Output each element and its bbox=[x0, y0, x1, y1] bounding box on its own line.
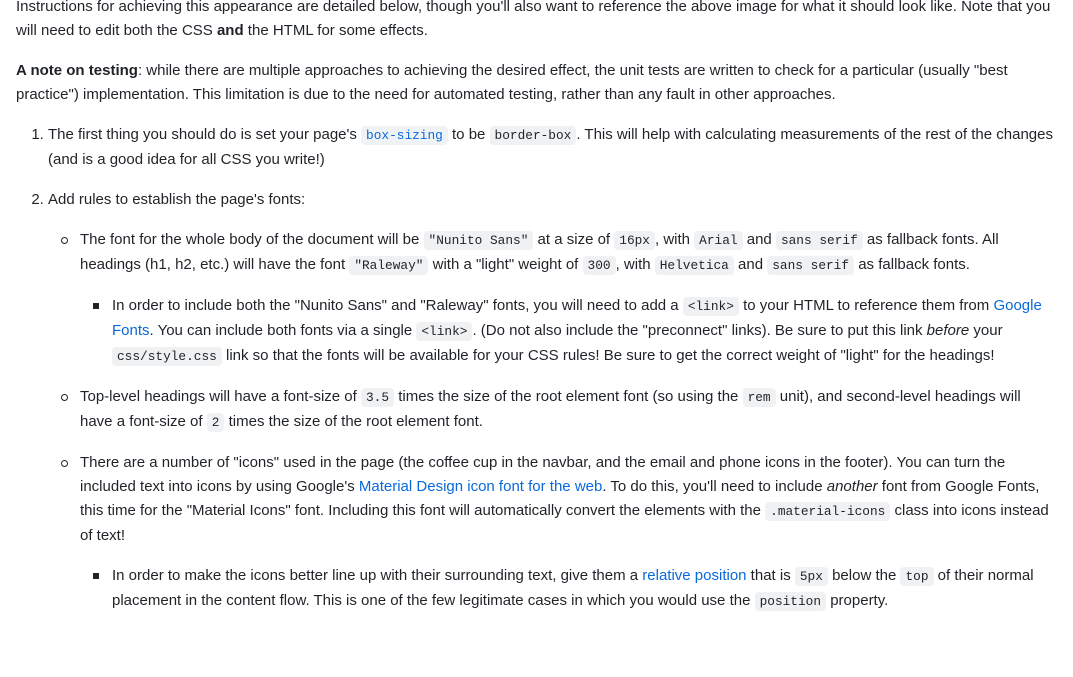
link-sublist bbox=[80, 294, 1056, 369]
code-inline: Helvetica bbox=[655, 256, 734, 275]
code-inline: top bbox=[900, 567, 933, 586]
item-text: your bbox=[969, 322, 1003, 339]
list-item-icon-position bbox=[112, 564, 1056, 614]
item-text: to your HTML to reference them from bbox=[738, 297, 994, 314]
item-text: There are a number of "icons" used in the page (the coffee cup in the navbar, and the email and phone icons in the footer). You can turn the included text into icons by using Google's bbox=[80, 454, 1006, 495]
code-inline: 2 bbox=[207, 413, 225, 432]
item-text: at a size of bbox=[533, 231, 615, 248]
code-inline: position bbox=[755, 592, 826, 611]
item-text: . You can include both fonts via a single bbox=[149, 322, 417, 339]
step-text: . This will help with calculating measurements of the rest of the changes (and is a good idea for all CSS you write!) bbox=[48, 126, 1053, 168]
testing-note-text: : while there are multiple approaches to achieving the desired effect, the unit tests are written to check for a particular (usually "best practice") implementation. This limitation is due to the need for automated testing, rather than any fault in other approaches. bbox=[16, 62, 1008, 103]
item-text: . (Do not also include the "preconnect" links). Be sure to put this link bbox=[472, 322, 927, 339]
item-text: of their normal placement in the content flow. This is one of the few legitimate cases in which you would use the bbox=[112, 567, 1034, 609]
item-text: font from Google Fonts, this time for the "Material Icons" font. Including this font will automatically convert the elements with the bbox=[80, 478, 1040, 519]
relative-position-link[interactable]: relative position bbox=[642, 567, 747, 584]
item-text: with a "light" weight of bbox=[428, 256, 583, 273]
item-text: as fallback fonts. All headings (h1, h2, etc.) will have the font bbox=[80, 231, 999, 273]
intro-text: Instructions for achieving this appearance are detailed below, though you'll also want to reference the above image for what it should look like. Note that you will need to edit both the CSS bbox=[16, 0, 1051, 39]
material-icons-link[interactable]: Material Design icon font for the web bbox=[358, 478, 603, 495]
item-text: times the size of the root element font (so using the bbox=[394, 388, 743, 405]
testing-note-label: A note on testing bbox=[16, 62, 138, 79]
code-inline: "Raleway" bbox=[349, 256, 428, 275]
list-item-font-link bbox=[112, 294, 1056, 369]
item-emphasis: before bbox=[926, 322, 970, 339]
code-inline: 5px bbox=[795, 567, 828, 586]
step-text: The first thing you should do is set your page's bbox=[48, 126, 362, 143]
list-item-heading-sizes bbox=[80, 385, 1056, 435]
step-text: to be bbox=[447, 126, 490, 143]
item-text: class into icons instead of text! bbox=[80, 502, 1049, 544]
step-fonts bbox=[48, 188, 1056, 614]
code-inline: sans serif bbox=[776, 231, 863, 250]
list-item-icons bbox=[80, 451, 1056, 614]
steps-list bbox=[16, 123, 1056, 614]
intro-emphasis: and bbox=[216, 22, 244, 39]
item-text: unit), and second-level headings will have a font-size of bbox=[80, 388, 1021, 430]
item-text: Top-level headings will have a font-size of bbox=[80, 388, 361, 405]
item-text: The font for the whole body of the document will be bbox=[80, 231, 424, 248]
item-text: In order to make the icons better line up with their surrounding text, give them a bbox=[112, 567, 643, 584]
step-text: Add rules to establish the page's fonts: bbox=[48, 191, 306, 208]
code-inline: 300 bbox=[583, 256, 616, 275]
code-border-box: border-box bbox=[490, 126, 577, 145]
item-text: below the bbox=[827, 567, 901, 584]
item-text: and bbox=[742, 231, 776, 248]
code-inline: rem bbox=[743, 388, 776, 407]
testing-note bbox=[16, 59, 1056, 107]
item-text: that is bbox=[746, 567, 795, 584]
code-inline: "Nunito Sans" bbox=[424, 231, 534, 250]
code-inline: .material-icons bbox=[765, 502, 890, 521]
item-text: property. bbox=[826, 592, 889, 609]
fonts-sublist bbox=[48, 228, 1056, 614]
intro-text-end: the HTML for some effects. bbox=[243, 22, 428, 39]
intro-paragraph bbox=[16, 0, 1056, 43]
code-inline: 16px bbox=[614, 231, 655, 250]
item-text: as fallback fonts. bbox=[854, 256, 970, 273]
item-text: . To do this, you'll need to include bbox=[602, 478, 827, 495]
step-box-sizing bbox=[48, 123, 1056, 172]
code-inline: 3.5 bbox=[361, 388, 394, 407]
list-item-body-font bbox=[80, 228, 1056, 369]
item-text: In order to include both the "Nunito Sans" and "Raleway" fonts, you will need to add a bbox=[112, 297, 683, 314]
code-inline: <link> bbox=[416, 322, 472, 341]
code-inline: sans serif bbox=[767, 256, 854, 275]
code-inline: css/style.css bbox=[112, 347, 222, 366]
item-text: link so that the fonts will be available for your CSS rules! Be sure to get the correct weight of "light" for the headings! bbox=[221, 347, 995, 364]
code-box-sizing: box-sizing bbox=[361, 126, 448, 145]
code-inline: <link> bbox=[683, 297, 739, 316]
code-inline: Arial bbox=[694, 231, 742, 250]
item-text: , with bbox=[654, 231, 695, 248]
position-sublist bbox=[80, 564, 1056, 614]
google-fonts-link[interactable]: Google Fonts bbox=[112, 297, 1042, 339]
item-text: , with bbox=[615, 256, 655, 273]
item-text: times the size of the root element font. bbox=[224, 413, 483, 430]
item-emphasis: another bbox=[826, 478, 878, 495]
item-text: and bbox=[733, 256, 768, 273]
